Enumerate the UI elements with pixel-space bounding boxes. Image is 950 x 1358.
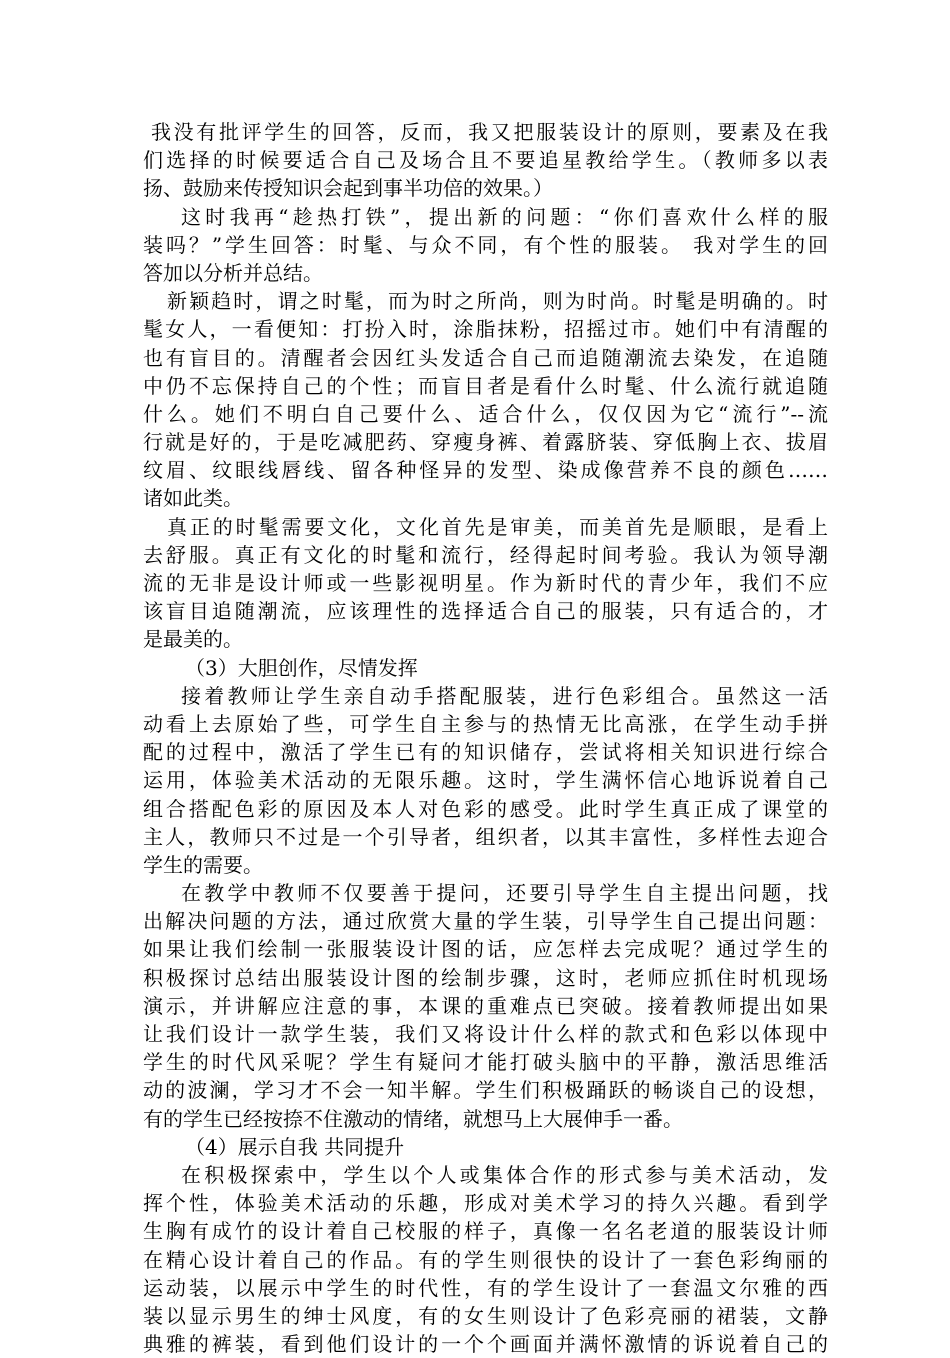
text-line: 真正的时髦需要文化，文化首先是审美，而美首先是顺眼，是看上 [167,514,828,539]
text-line: 出解决问题的方法，通过欣赏大量的学生装，引导学生自己提出问题： [143,909,828,934]
text-line: 去舒服。真正有文化的时髦和流行，经得起时间考验。我认为领导潮 [143,542,828,567]
text-line: 挥个性，体验美术活动的乐趣，形成对美术学习的持久兴趣。看到学 [143,1191,828,1216]
text-line: 髦女人，一看便知：打扮入时，涂脂抹粉，招摇过市。她们中有清醒的 [143,317,828,342]
text-line: 是最美的。 [143,627,243,652]
text-line: 诸如此类。 [143,486,243,511]
text-line: 流的无非是设计师或一些影视明星。作为新时代的青少年，我们不应 [143,571,828,595]
text-line: 我没有批评学生的回答，反而，我又把服装设计的原则，要素及在我 [151,120,828,144]
text-line: 这时我再“趁热打铁”，提出新的问题：“你们喜欢什么样的服 [181,204,828,229]
text-line: 们选择的时候要适合自己及场合且不要追星教给学生。（教师多以表 [143,148,828,173]
text-line: 运用，体验美术活动的无限乐趣。这时，学生满怀信心地诉说着自己 [143,768,828,793]
text-line: 生胸有成竹的设计着自己校服的样子，真像一名名老道的服装设计师 [143,1219,828,1244]
text-line: 演示，并讲解应注意的事，本课的重难点已突破。接着教师提出如果 [143,993,828,1018]
text-line: 在教学中教师不仅要善于提问，还要引导学生自主提出问题，找 [181,881,828,906]
text-line: 接着教师让学生亲自动手搭配服装，进行色彩组合。虽然这一活 [181,683,828,708]
text-line: 动看上去原始了些，可学生自主参与的热情无比高涨，在学生动手拼 [143,711,828,736]
text-line: 什么。她们不明白自己要什么、适合什么，仅仅因为它“流行”--流 [143,401,828,426]
text-line: 运动装，以展示中学生的时代性，有的学生设计了一套温文尔雅的西 [143,1275,828,1300]
text-line: 新颖趋时，谓之时髦，而为时之所尚，则为时尚。时髦是明确的。时 [167,289,828,314]
text-line: 让我们设计一款学生装，我们又将设计什么样的款式和色彩以体现中 [143,1022,828,1046]
text-line: 如果让我们绘制一张服装设计图的话，应怎样去完成呢？通过学生的 [143,937,828,962]
text-line: 装以显示男生的绅士风度，有的女生则设计了色彩亮丽的裙装，文静 [143,1303,828,1328]
text-line: 也有盲目的。清醒者会因红头发适合自己而追随潮流去染发，在追随 [143,345,828,370]
text-line: 该盲目追随潮流，应该理性的选择适合自己的服装，只有适合的，才 [143,599,828,624]
text-line: 配的过程中，激活了学生已有的知识储存，尝试将相关知识进行综合 [143,740,828,765]
text-line: 典雅的裤装，看到他们设计的一个个画面并满怀激情的诉说着自己的 [143,1332,828,1357]
text-line: 行就是好的，于是吃减肥药、穿瘦身裤、着露脐装、穿低胸上衣、拔眉 [143,430,828,455]
text-line: 有的学生已经按捺不住激动的情绪，就想马上大展伸手一番。 [143,1106,683,1131]
section-heading: （4）展示自我 共同提升 [185,1134,405,1159]
section-heading: （3）大胆创作，尽情发挥 [185,655,418,680]
text-line: 答加以分析并总结。 [143,260,323,285]
text-line: 装吗？”学生回答：时髦、与众不同，有个性的服装。 我对学生的回 [143,232,828,257]
text-line: 在积极探索中，学生以个人或集体合作的形式参与美术活动，发 [181,1162,828,1187]
text-line: 中仍不忘保持自己的个性；而盲目者是看什么时髦、什么流行就追随 [143,373,828,398]
text-line: 在精心设计着自己的作品。有的学生则很快的设计了一套色彩绚丽的 [143,1247,828,1272]
text-line: 积极探讨总结出服装设计图的绘制步骤，这时，老师应抓住时机现场 [143,965,828,990]
text-line: 学生的需要。 [143,852,263,877]
text-line: 扬、鼓励来传授知识会起到事半功倍的效果。） [143,176,553,201]
text-line: 学生的时代风采呢？学生有疑问才能打破头脑中的平静，激活思维活 [143,1050,828,1075]
text-line: 组合搭配色彩的原因及本人对色彩的感受。此时学生真正成了课堂的 [143,796,828,821]
text-line: 动的波澜，学习才不会一知半解。学生们积极踊跃的畅谈自己的设想， [143,1078,828,1103]
text-line: 纹眉、纹眼线唇线、留各种怪异的发型、染成像营养不良的颜色…… [143,458,828,483]
text-line: 主人，教师只不过是一个引导者，组织者，以其丰富性，多样性去迎合 [143,824,828,849]
